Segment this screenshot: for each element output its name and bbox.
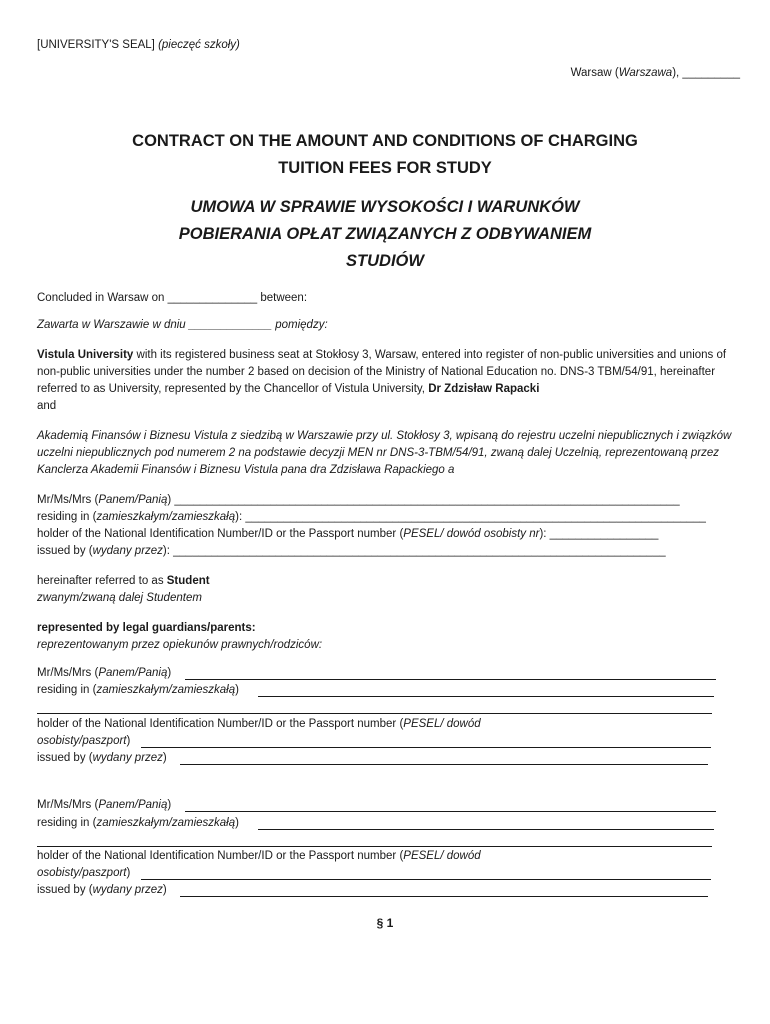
place-date — [571, 67, 740, 79]
guardian1-name-close: ) — [167, 667, 172, 679]
student-residing-blank: ): ________________________________________________________________________ — [235, 511, 706, 523]
student-name-label-pl: Panem/Panią — [98, 494, 168, 506]
guardian2-issued-close: ) — [162, 884, 167, 896]
title-polish — [0, 194, 770, 275]
student-id-blank: ): _________________ — [539, 528, 659, 540]
chancellor-name: Dr Zdzisław Rapacki — [428, 383, 540, 395]
referred-label: hereinafter referred to as — [37, 575, 167, 587]
student-issued-label-pl: wydany przez — [92, 545, 163, 557]
title-pl-line-2: POBIERANIA OPŁAT ZWIĄZANYCH Z ODBYWANIEM — [178, 225, 592, 243]
guardian1-name-field[interactable] — [37, 667, 171, 679]
student-referred-pl: zwanym/zwaną dalej Studentem — [37, 592, 202, 604]
guardian2-name-close: ) — [167, 799, 172, 811]
guardians-heading: represented by legal guardians/parents: — [37, 622, 256, 634]
guardian1-issued-label: issued by ( — [37, 752, 93, 764]
guardian2-name-label: Mr/Ms/Mrs ( — [37, 799, 99, 811]
guardian1-id-label-pl-2: osobisty/paszport — [37, 735, 127, 747]
guardian2-residing-field[interactable] — [37, 817, 239, 829]
university-seal-placeholder — [37, 39, 240, 51]
guardian1-residing-label: residing in ( — [37, 684, 97, 696]
section-1-heading: § 1 — [376, 916, 394, 930]
guardian1-issued-label-pl: wydany przez — [92, 752, 163, 764]
guardian2-residing-label: residing in ( — [37, 817, 97, 829]
student-issued-field[interactable] — [37, 545, 666, 557]
title-pl-line-3: STUDIÓW — [346, 252, 424, 270]
student-id-label-pl: PESEL/ dowód osobisty nr — [403, 528, 540, 540]
guardian1-id-field-cont[interactable] — [37, 735, 130, 747]
student-issued-label: issued by ( — [37, 545, 93, 557]
title-en-line-1: CONTRACT ON THE AMOUNT AND CONDITIONS OF CHARGING — [132, 132, 638, 150]
guardian2-id-label-pl-2: osobisty/paszport — [37, 867, 127, 879]
guardian2-issued-label: issued by ( — [37, 884, 93, 896]
guardian1-id-blank[interactable] — [141, 747, 711, 748]
university-paragraph-en — [37, 347, 737, 415]
title-pl-line-1: UMOWA W SPRAWIE WYSOKOŚCI I WARUNKÓW — [190, 198, 580, 216]
guardian1-id-label-pl: PESEL/ dowód — [403, 718, 481, 730]
student-name-field[interactable] — [37, 494, 680, 506]
place-label-pl: Warszawa — [618, 67, 673, 79]
student-id-label: holder of the National Identification Number/ID or the Passport number ( — [37, 528, 404, 540]
guardian1-address-blank[interactable] — [37, 713, 712, 714]
guardian2-id-close: ) — [126, 867, 131, 879]
title-en-line-2: TUITION FEES FOR STUDY — [278, 159, 492, 177]
guardian2-residing-label-pl: zamieszkałym/zamieszkałą — [96, 817, 236, 829]
guardians-heading-pl: reprezentowanym przez opiekunów prawnych/rodziców: — [37, 639, 323, 651]
guardian2-issued-field[interactable] — [37, 884, 167, 896]
guardian1-issued-close: ) — [162, 752, 167, 764]
guardian1-issued-blank[interactable] — [180, 764, 708, 765]
student-residing-label: residing in ( — [37, 511, 97, 523]
guardian2-id-blank[interactable] — [141, 879, 711, 880]
guardian1-residing-blank[interactable] — [258, 696, 714, 697]
guardian1-id-field[interactable] — [37, 718, 481, 730]
concluded-en: Concluded in Warsaw on ______________ between: — [37, 292, 308, 304]
date-blank: ), _________ — [672, 67, 740, 79]
concluded-pl: Zawarta w Warszawie w dniu _____________ pomiędzy: — [37, 319, 328, 331]
guardian2-residing-blank[interactable] — [258, 829, 714, 830]
student-residing-field[interactable] — [37, 511, 706, 523]
guardian2-address-blank[interactable] — [37, 846, 712, 847]
guardian2-id-label-pl: PESEL/ dowód — [403, 850, 481, 862]
guardian1-name-label-pl: Panem/Panią — [98, 667, 168, 679]
and-connector: and — [37, 400, 57, 412]
seal-label: [UNIVERSITY'S SEAL] — [37, 39, 155, 51]
guardian1-issued-field[interactable] — [37, 752, 167, 764]
guardian2-name-field[interactable] — [37, 799, 171, 811]
guardian1-name-label: Mr/Ms/Mrs ( — [37, 667, 99, 679]
guardian1-residing-close: ) — [235, 684, 239, 696]
guardian1-id-close: ) — [126, 735, 131, 747]
student-residing-label-pl: zamieszkałym/zamieszkałą — [96, 511, 236, 523]
guardian1-id-label: holder of the National Identification Number/ID or the Passport number ( — [37, 718, 404, 730]
student-name-blank: ) _______________________________________________________________________________ — [167, 494, 680, 506]
guardian2-id-label: holder of the National Identification Number/ID or the Passport number ( — [37, 850, 404, 862]
university-paragraph-pl: Akademią Finansów i Biznesu Vistula z siedzibą w Warszawie przy ul. Stokłosy 3, wpisaną do rejestru uczelni niepublicznych i związków uczelni niepublicznych pod numerem 2 na podstawie decyzji MEN nr DNS-3-TBM/54/91, zwaną dalej Uczelnią, reprezentowaną przez Kanclerza Akademii Finansów i Biznesu Vistula pana dra Zdzisława Rapackiego a — [37, 430, 732, 476]
place-label: Warsaw ( — [570, 67, 619, 79]
guardian1-name-blank[interactable] — [185, 679, 716, 680]
guardian2-name-label-pl: Panem/Panią — [98, 799, 168, 811]
guardian1-residing-field[interactable] — [37, 684, 239, 696]
title-english — [0, 128, 770, 182]
guardian2-issued-label-pl: wydany przez — [92, 884, 163, 896]
guardian2-residing-close: ) — [235, 817, 239, 829]
university-text: with its registered business seat at Stokłosy 3, Warsaw, entered into register of non-public universities and unions of non-public universities under the number 2 based on decision of the Ministry of National Education no. DNS-3 TBM/54/91, hereinafter referred to as University, represented by the Chancellor of Vistula University, — [37, 349, 727, 395]
guardian2-id-field-cont[interactable] — [37, 867, 130, 879]
guardian2-name-blank[interactable] — [185, 811, 716, 812]
student-id-field[interactable] — [37, 528, 658, 540]
guardian2-id-field[interactable] — [37, 850, 481, 862]
seal-label-pl: (pieczęć szkoły) — [158, 39, 240, 51]
referred-student: Student — [166, 575, 210, 587]
university-name: Vistula University — [37, 349, 134, 361]
guardian2-issued-blank[interactable] — [180, 896, 708, 897]
guardian1-residing-label-pl: zamieszkałym/zamieszkałą — [96, 684, 236, 696]
student-referred-en — [37, 575, 210, 587]
student-issued-blank: ): _____________________________________________________________________________ — [162, 545, 666, 557]
student-name-label: Mr/Ms/Mrs ( — [37, 494, 99, 506]
